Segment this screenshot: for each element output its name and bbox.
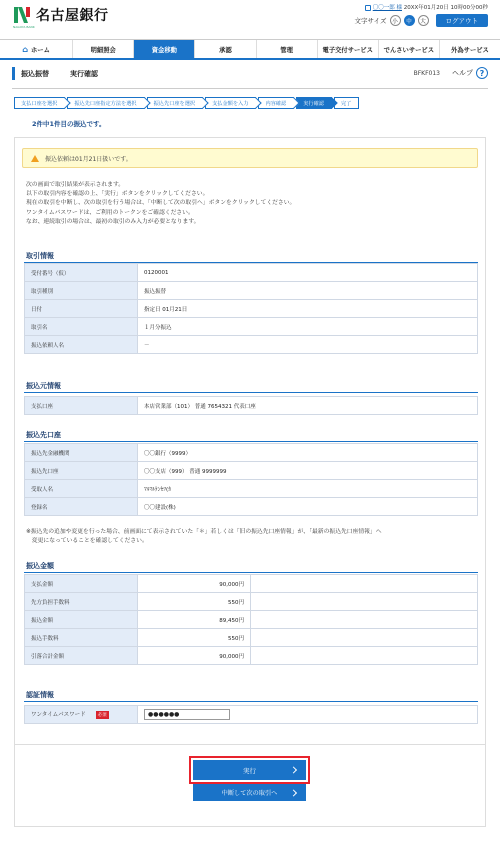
row-value: 550円 (138, 629, 251, 647)
font-medium-button[interactable]: 中 (404, 15, 415, 26)
row-value: 550円 (138, 593, 251, 611)
logout-button[interactable]: ログアウト (436, 14, 489, 27)
table-row (25, 336, 478, 354)
font-small-button[interactable]: 小 (390, 15, 401, 26)
otp-label-cell (25, 706, 138, 724)
row-label: 振込金額 (25, 611, 138, 629)
step-2 (67, 97, 144, 109)
nav-densai[interactable] (379, 40, 440, 58)
nav-statement[interactable] (73, 40, 134, 58)
section-heading-auth: 認証情報 (26, 691, 54, 699)
intro-line: 次の画面で取引結果が表示されます。 (26, 182, 125, 188)
bank-name: 名古屋銀行 (36, 8, 109, 24)
row-label: 支払金額 (25, 575, 138, 593)
intro-line: 以下の取引内容を確認の上、「実行」ボタンをクリックしてください。 (26, 191, 209, 198)
row-label: 受取人名 (25, 480, 138, 498)
empty-cell (251, 575, 478, 593)
last-login: 20XX年01月20日 10時00分00秒 (403, 5, 488, 11)
nav-densai-label: でんさいサービス (383, 46, 435, 54)
table-row (25, 300, 478, 318)
step-label: 内容確認 (265, 100, 287, 107)
bank-sub-name: NAGOYA BANK (13, 25, 35, 29)
table-row (25, 498, 478, 516)
step-7 (334, 97, 359, 109)
footnote-line: ※振込先の追加や変更を行った場合、前画面にて表示されていた「＊」若しくは「旧の振込先口座情報」が、「最新の振込先口座情報」へ (26, 529, 382, 535)
source-table (24, 396, 478, 415)
step-3 (147, 97, 204, 109)
section-heading-source: 振込元情報 (26, 382, 61, 390)
transaction-table (24, 263, 478, 354)
row-label: 振込依頼人名 (25, 336, 138, 354)
row-label: 受付番号（仮） (25, 264, 138, 282)
nav-statement-label: 明細照会 (90, 46, 116, 54)
row-label: 日付 (25, 300, 138, 318)
table-row (25, 706, 478, 724)
row-value: 振込振替 (138, 282, 478, 300)
row-value: 89,450円 (138, 611, 251, 629)
suspend-next-label: 中断して次の取引へ (221, 790, 278, 797)
otp-label: ワンタイムパスワード (31, 712, 86, 719)
help-link[interactable] (452, 67, 488, 79)
nav-approval[interactable] (195, 40, 256, 58)
otp-value-cell (138, 706, 478, 724)
help-label: ヘルプ (452, 69, 473, 77)
nav-e-delivery[interactable] (318, 40, 379, 58)
table-row (25, 647, 478, 665)
nav-home-label: ホーム (30, 46, 50, 54)
font-size-controls (355, 14, 488, 27)
empty-cell (251, 593, 478, 611)
row-value: 90,000円 (138, 647, 251, 665)
row-label: 取引種別 (25, 282, 138, 300)
section-heading-amount: 振込金額 (26, 562, 54, 570)
font-large-button[interactable]: 大 (418, 15, 429, 26)
intro-line: なお、連続取引の場合は、最初の取引のみ入力が必要となります。 (26, 218, 200, 225)
row-label: 振込手数料 (25, 629, 138, 647)
screen-code: BFKF013 (413, 70, 440, 77)
empty-cell (251, 629, 478, 647)
footnote (26, 528, 382, 545)
table-row (25, 629, 478, 647)
progress-note: 2件中1件目の振込です。 (32, 120, 106, 128)
step-1 (14, 97, 65, 109)
row-value: 90,000円 (138, 575, 251, 593)
step-label: 振込先口座を選択 (153, 100, 196, 107)
nav-management-label: 管理 (280, 46, 293, 54)
help-icon: ? (476, 67, 488, 79)
row-label: 取引名 (25, 318, 138, 336)
intro-line: ワンタイムパスワードは、ご利用のトークンをご確認ください。 (26, 209, 194, 216)
step-label: 完了 (340, 100, 352, 107)
row-label: 振込先口座 (25, 462, 138, 480)
step-label: 支払金額を入力 (212, 100, 249, 107)
empty-cell (251, 611, 478, 629)
step-6-current (296, 97, 332, 109)
step-indicator (14, 97, 361, 109)
section-divider (24, 701, 478, 702)
empty-cell (251, 647, 478, 665)
title-accent-bar (12, 67, 15, 80)
notice-banner (22, 148, 478, 168)
nav-forex[interactable] (440, 40, 500, 58)
intro-line: 現在の取引を中断し、次の取引を行う場合は、「中断して次の取引へ」ボタンをクリックしてください。 (26, 200, 296, 207)
user-icon (365, 5, 371, 11)
section-heading-transaction: 取引情報 (26, 252, 54, 260)
table-row (25, 462, 478, 480)
amount-table (24, 574, 478, 665)
table-row (25, 593, 478, 611)
table-row (25, 282, 478, 300)
table-row (25, 444, 478, 462)
section-divider (24, 441, 478, 442)
user-info (365, 3, 488, 11)
row-value: 0120001 (138, 264, 478, 282)
nav-forex-label: 外為サービス (451, 46, 489, 54)
required-badge: 必須 (97, 712, 107, 718)
nav-approval-label: 承認 (219, 46, 232, 54)
row-value: － (138, 336, 478, 354)
row-value: 指定日 01月21日 (138, 300, 478, 318)
row-label: 登録名 (25, 498, 138, 516)
otp-password-input[interactable]: ●●●●●● (144, 709, 230, 720)
row-label: 引落合計金額 (25, 647, 138, 665)
nav-fund-transfer-label: 資金移動 (151, 46, 177, 54)
table-row (25, 480, 478, 498)
step-label: 支払口座を選択 (21, 100, 58, 107)
page-header (12, 67, 488, 84)
page-title: 振込振替 (21, 70, 49, 78)
row-label: 先方負担手数料 (25, 593, 138, 611)
home-icon: ⌂ (22, 44, 28, 54)
step-label: 実行確認 (303, 100, 324, 107)
destination-table (24, 443, 478, 516)
auth-table (24, 705, 478, 724)
row-value: 〇〇建設(株) (138, 498, 478, 516)
execute-label: 実行 (243, 766, 256, 775)
table-row (25, 397, 478, 415)
step-5 (258, 97, 294, 109)
intro-text (26, 181, 295, 227)
nav-fund-transfer[interactable] (134, 40, 195, 58)
top-header (0, 0, 500, 36)
user-name[interactable]: 〇〇一郎 様 (372, 5, 402, 11)
nav-management[interactable] (257, 40, 318, 58)
nav-home[interactable] (0, 40, 73, 58)
chevron-right-icon (290, 766, 297, 773)
row-value: 〇〇銀行（9999） (138, 444, 478, 462)
table-row (25, 318, 478, 336)
font-size-label: 文字サイズ (354, 17, 387, 25)
section-divider (24, 392, 478, 393)
bank-logo[interactable] (13, 5, 109, 29)
chevron-right-icon (290, 789, 297, 796)
button-area-divider (14, 744, 486, 745)
row-label: 振込先金融機関 (25, 444, 138, 462)
step-label: 振込先口座指定方法を選択 (74, 100, 137, 107)
table-row (25, 264, 478, 282)
global-nav (0, 39, 500, 60)
row-value: １月分振込 (138, 318, 478, 336)
table-row (25, 611, 478, 629)
footnote-line: 変更になっていることを確認してください。 (26, 537, 148, 544)
divider (12, 88, 488, 89)
bank-logo-mark-icon (13, 6, 31, 24)
row-label: 支払口座 (25, 397, 138, 415)
suspend-next-button[interactable] (193, 784, 306, 801)
notice-text: 振込依頼は01月21日扱いです。 (45, 155, 132, 163)
step-4 (205, 97, 256, 109)
row-value: 本店営業部（101） 普通 7654321 代表口座 (138, 397, 478, 415)
execute-button[interactable] (193, 760, 306, 780)
section-divider (24, 572, 478, 573)
section-heading-destination: 振込先口座 (26, 431, 61, 439)
row-value: ﾏﾙﾏﾙｹﾝｾﾂ(ｶ (138, 480, 478, 498)
warning-icon (31, 155, 39, 162)
table-row (25, 575, 478, 593)
page-subtitle: 実行確認 (70, 70, 98, 78)
nav-e-delivery-label: 電子交付サービス (322, 46, 373, 54)
row-value: 〇〇支店（999） 普通 9999999 (138, 462, 478, 480)
